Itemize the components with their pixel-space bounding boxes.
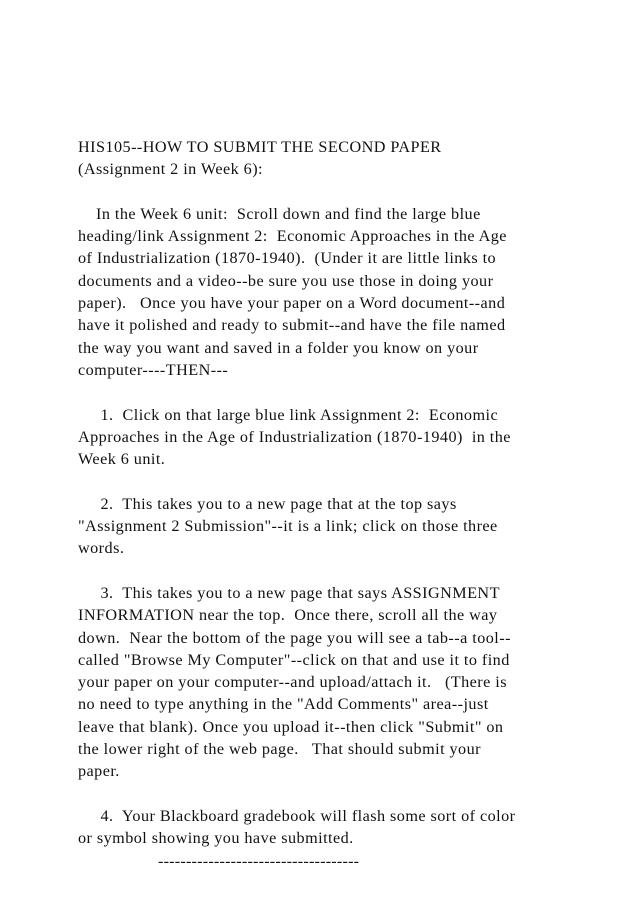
title-line: HIS105--HOW TO SUBMIT THE SECOND PAPER xyxy=(78,138,442,156)
step-3 xyxy=(78,582,568,783)
step-line: 4. Your Blackboard gradebook will flash some sort of color xyxy=(78,806,516,825)
step-1 xyxy=(78,404,568,471)
document-page xyxy=(78,136,568,872)
intro-line: computer----THEN--- xyxy=(78,360,229,379)
paragraph-gap xyxy=(78,381,568,403)
step-line: or symbol showing you have submitted. xyxy=(78,829,354,848)
step-line: 2. This takes you to a new page that at the top says xyxy=(78,494,457,513)
intro-line: the way you want and saved in a folder you know on your xyxy=(78,338,479,357)
intro-paragraph xyxy=(78,203,568,381)
intro-line: In the Week 6 unit: Scroll down and find the large blue xyxy=(78,204,481,223)
step-line: INFORMATION near the top. Once there, scroll all the way xyxy=(78,606,498,625)
step-line: leave that blank). Once you upload it--then click "Submit" on xyxy=(78,717,504,736)
intro-line: heading/link Assignment 2: Economic Approaches in the Age xyxy=(78,227,507,246)
step-line: the lower right of the web page. That should submit your xyxy=(78,740,481,759)
step-line: 1. Click on that large blue link Assignment 2: Economic xyxy=(78,405,499,424)
paragraph-gap xyxy=(78,470,568,492)
step-line: down. Near the bottom of the page you will see a tab--a tool-- xyxy=(78,628,511,647)
step-4 xyxy=(78,805,568,850)
intro-line: documents and a video--be sure you use those in doing your xyxy=(78,271,494,290)
step-line: Approaches in the Age of Industrialization (1870-1940) in the xyxy=(78,427,511,446)
step-line: 3. This takes you to a new page that says ASSIGNMENT xyxy=(78,583,500,602)
intro-line: paper). Once you have your paper on a Word document--and xyxy=(78,294,506,313)
title-line: (Assignment 2 in Week 6): xyxy=(78,160,263,179)
intro-line: of Industrialization (1870-1940). (Under it are little links to xyxy=(78,249,497,268)
step-2 xyxy=(78,493,568,560)
step-line: "Assignment 2 Submission"--it is a link; click on those three xyxy=(78,517,498,536)
paragraph-gap xyxy=(78,181,568,203)
step-line: paper. xyxy=(78,762,120,781)
step-line: Week 6 unit. xyxy=(78,450,166,469)
step-line: your paper on your computer--and upload/attach it. (There is xyxy=(78,673,507,692)
document-title xyxy=(78,136,568,181)
separator-line: ------------------------------------ xyxy=(158,851,360,870)
step-line: no need to type anything in the "Add Comments" area--just xyxy=(78,695,489,714)
paragraph-gap xyxy=(78,783,568,805)
step-line: called "Browse My Computer"--click on that and use it to find xyxy=(78,650,510,669)
step-line: words. xyxy=(78,539,125,558)
intro-line: have it polished and ready to submit--and have the file named xyxy=(78,316,506,335)
paragraph-gap xyxy=(78,560,568,582)
